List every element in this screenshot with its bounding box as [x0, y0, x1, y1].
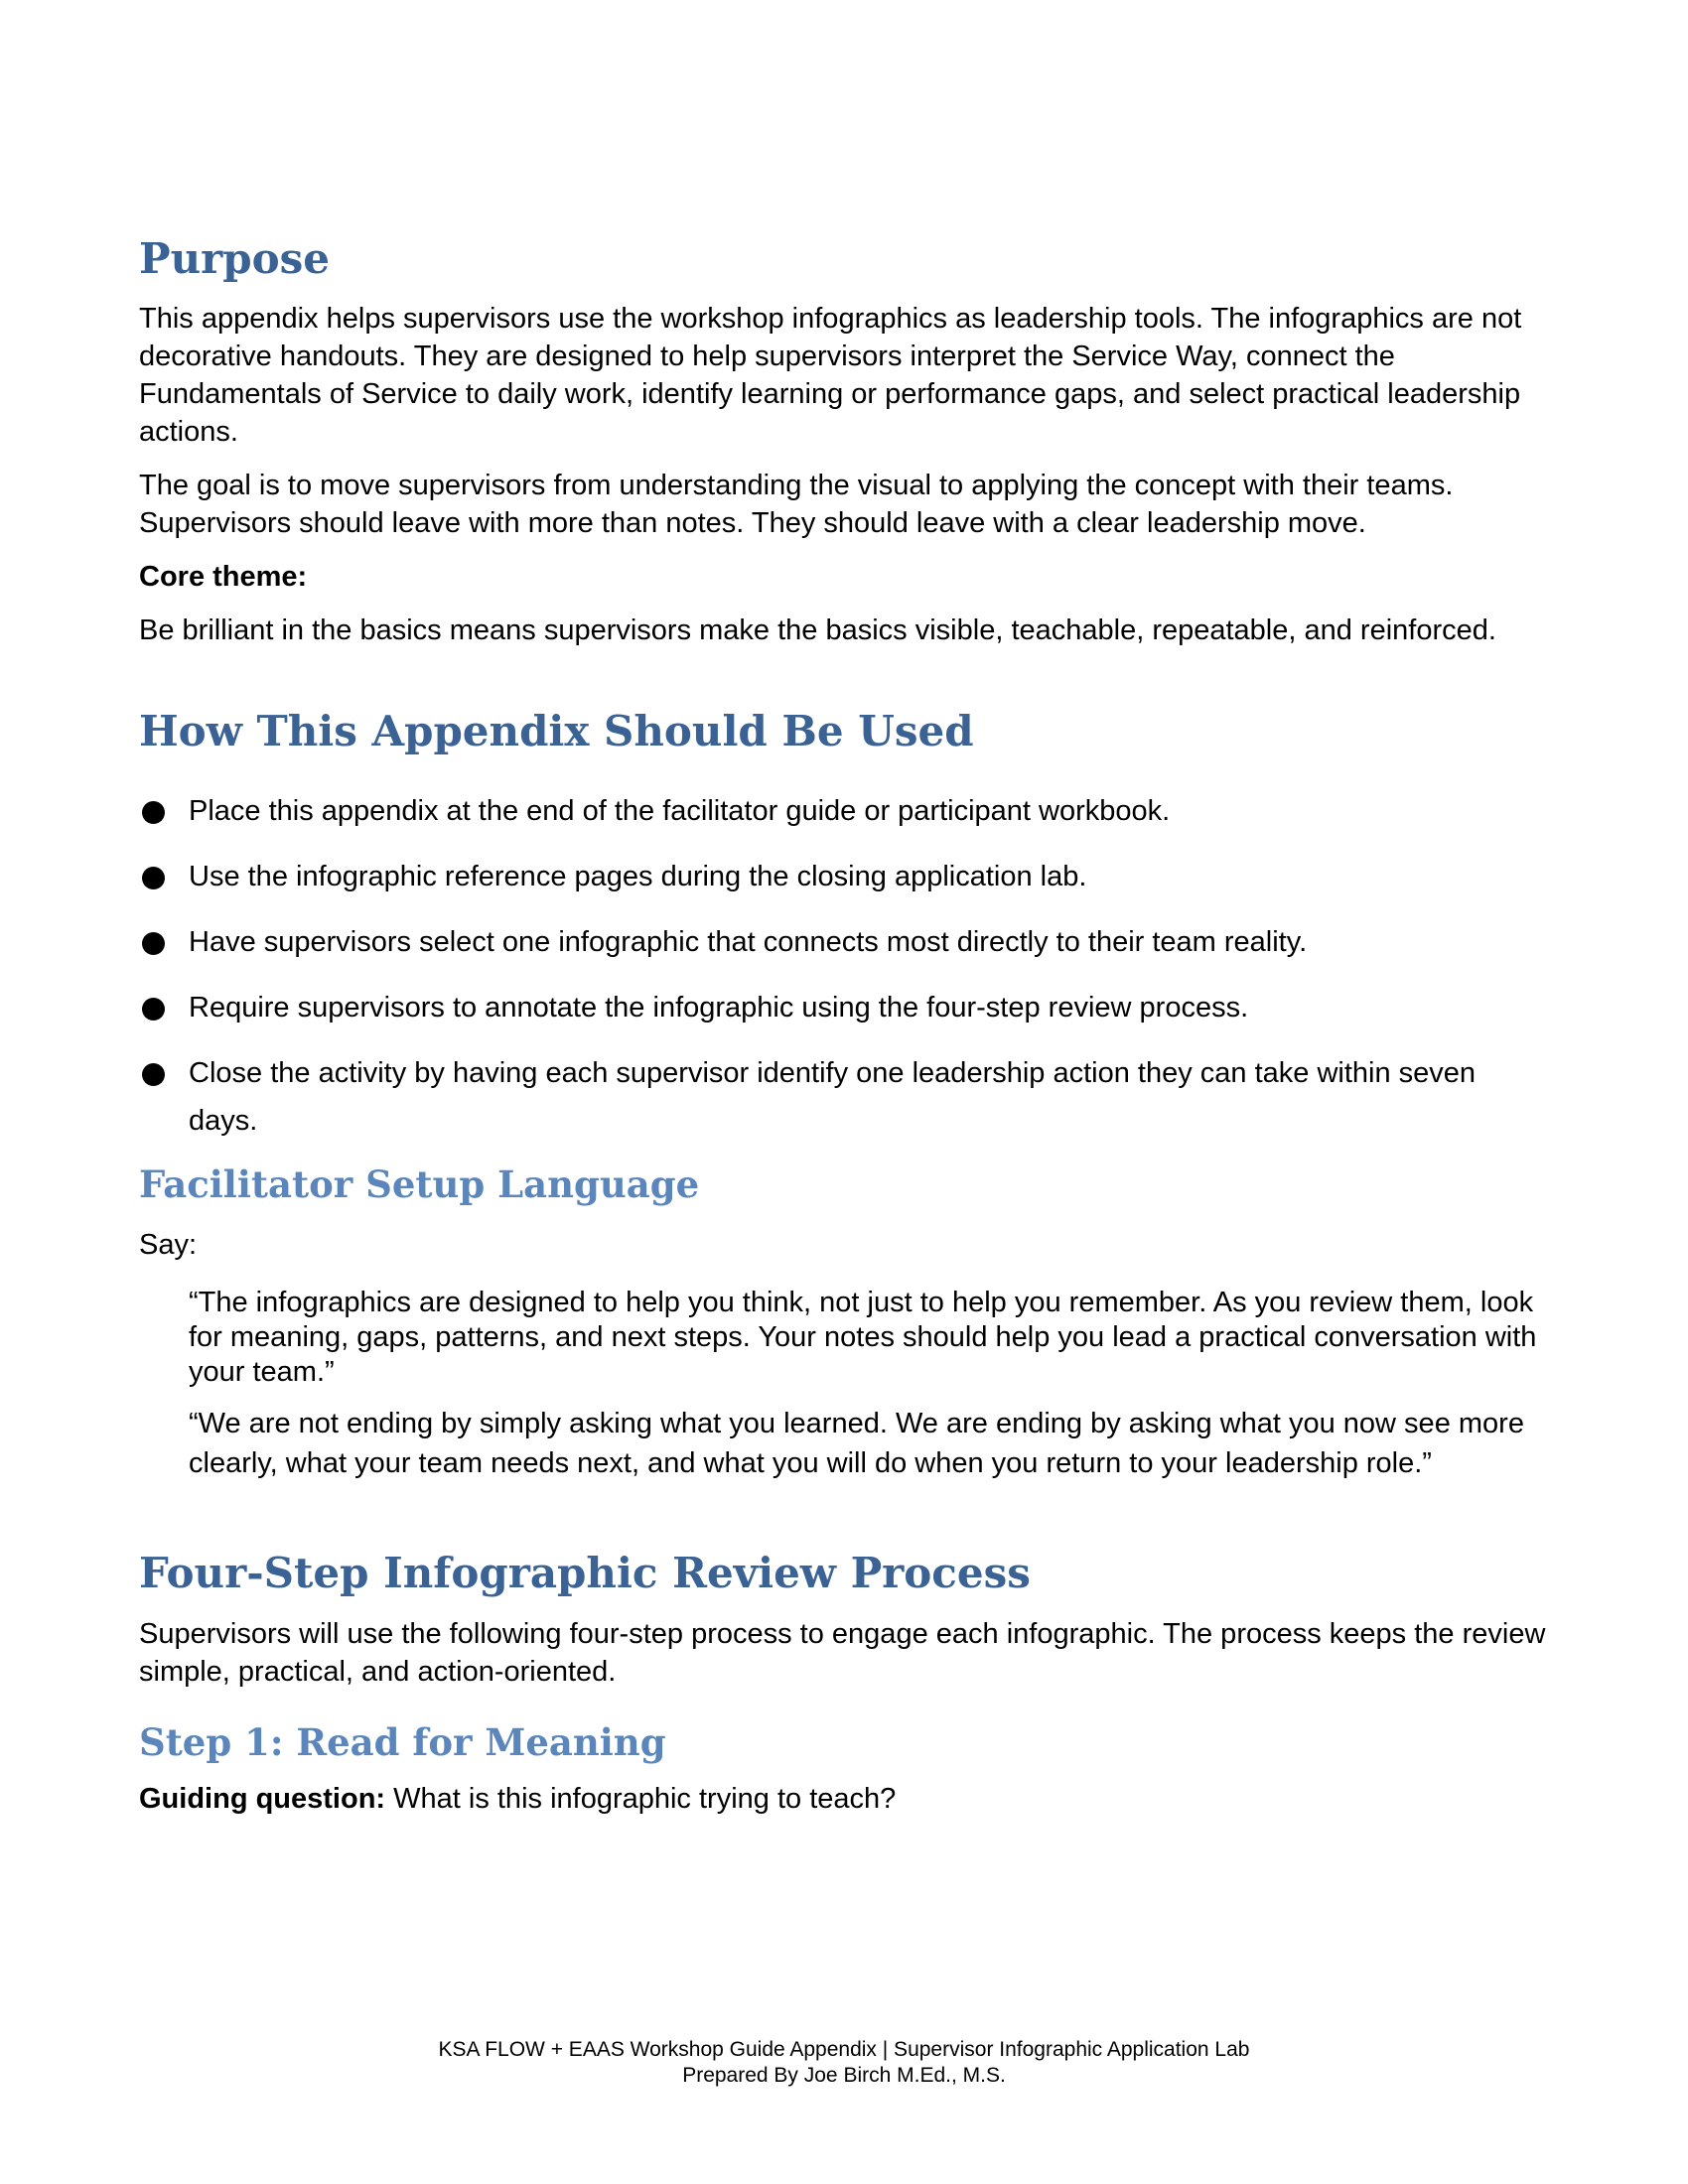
footer-line-1: KSA FLOW + EAAS Workshop Guide Appendix | Supervisor Infographic Application Lab [438, 2038, 1250, 2061]
how-to-use-list [139, 787, 1549, 1145]
four-step-heading: Four-Step Infographic Review Process [139, 1549, 1031, 1598]
purpose-heading: Purpose [139, 234, 330, 283]
list-item: Use the infographic reference pages during the closing application lab. [139, 853, 1549, 900]
facilitator-setup-heading: Facilitator Setup Language [139, 1161, 700, 1206]
bullet-icon [142, 998, 165, 1021]
facilitator-quote-2: “We are not ending by simply asking what you learned. We are ending by asking what you now see more clearly, what your team needs next, and what you will do when you return to your leadership role.” [189, 1408, 1524, 1480]
four-step-intro: Supervisors will use the following four-step process to engage each infographic. The process keeps the review simple, practical, and action-oriented. [139, 1617, 1546, 1688]
list-item: Have supervisors select one infographic that connects most directly to their team reality. [139, 918, 1549, 966]
bullet-icon [142, 932, 165, 955]
facilitator-quote-1: “The infographics are designed to help you think, not just to help you remember. As you review them, look for meaning, gaps, patterns, and next steps. Your notes should help you lead a practical conversation with your team.” [189, 1287, 1537, 1389]
list-item: Require supervisors to annotate the infographic using the four-step review process. [139, 984, 1549, 1031]
guiding-question-label: Guiding question: [139, 1782, 386, 1815]
document-page [139, 234, 1549, 1818]
bullet-icon [142, 801, 165, 824]
how-to-use-heading: How This Appendix Should Be Used [139, 707, 974, 756]
purpose-paragraph-1: This appendix helps supervisors use the workshop infographics as leadership tools. The infographics are not decorative handouts. They are designed to help supervisors interpret the Service Way, connect the Fundamentals of Service to daily work, identify learning or performance gaps, and select practical leadership actions. [139, 303, 1522, 449]
bullet-icon [142, 867, 165, 889]
purpose-paragraph-2: The goal is to move supervisors from understanding the visual to applying the concept with their teams. Supervisors should leave with more than notes. They should leave with a clear leadership move. [139, 470, 1454, 540]
step-1-heading: Step 1: Read for Meaning [139, 1719, 666, 1764]
say-label: Say: [139, 1229, 198, 1262]
footer-line-2: Prepared By Joe Birch M.Ed., M.S. [682, 2064, 1006, 2087]
core-theme-text: Be brilliant in the basics means supervisors make the basics visible, teachable, repeatable, and reinforced. [139, 614, 1496, 647]
list-item: Place this appendix at the end of the facilitator guide or participant workbook. [139, 787, 1549, 835]
guiding-question [139, 1780, 1549, 1818]
guiding-question-text: What is this infographic trying to teach? [385, 1782, 897, 1815]
bullet-icon [142, 1063, 165, 1086]
core-theme-label: Core theme: [139, 561, 308, 594]
list-item: Close the activity by having each supervisor identify one leadership action they can take within seven days. [139, 1049, 1549, 1145]
page-footer [0, 2037, 1688, 2089]
